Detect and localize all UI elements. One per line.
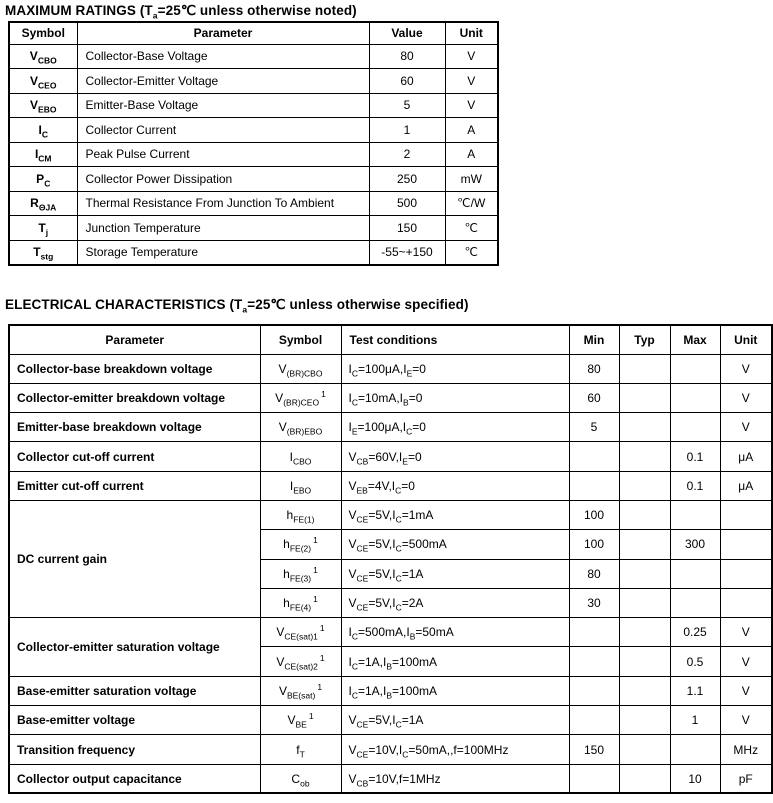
conditions-cell: $I_C=500mA,I_B=50mA$ (341, 618, 569, 647)
symbol-cell: $I_{EBO}$ (260, 471, 341, 500)
conditions-cell: $V_{CE}=5V,I_C=1A$ (341, 559, 569, 588)
unit-cell: V (720, 706, 772, 735)
symbol-cell: $V_{CBO}$ (9, 44, 77, 69)
max-ratings-table (8, 21, 499, 266)
table-row (9, 764, 772, 793)
value-cell: 2 (369, 142, 445, 167)
unit-cell: V (720, 618, 772, 647)
parameter-cell: Peak Pulse Current (77, 142, 369, 167)
symbol-cell: $T_j$ (9, 216, 77, 241)
parameter-cell: Thermal Resistance From Junction To Ambient (77, 191, 369, 216)
conditions-cell: $V_{EB}=4V,I_C=0$ (341, 471, 569, 500)
table-row (9, 706, 772, 735)
max-cell: 0.1 (670, 471, 720, 500)
symbol-cell: $V_{CEO}$ (9, 69, 77, 94)
parameter-cell: Emitter-base breakdown voltage (9, 413, 260, 442)
max-cell (670, 413, 720, 442)
table-row (9, 118, 498, 143)
unit-cell: ℃ (445, 240, 498, 265)
unit-cell (720, 588, 772, 617)
typ-cell (619, 735, 670, 764)
typ-cell (619, 354, 670, 383)
unit-cell: A (445, 142, 498, 167)
typ-cell (619, 559, 670, 588)
unit-cell: V (720, 676, 772, 705)
col-header-parameter: Parameter (77, 22, 369, 44)
parameter-cell: Base-emitter saturation voltage (9, 676, 260, 705)
typ-cell (619, 588, 670, 617)
min-cell: 100 (569, 500, 619, 529)
unit-cell: ℃/W (445, 191, 498, 216)
value-cell: 250 (369, 167, 445, 192)
typ-cell (619, 764, 670, 793)
col-header-unit: Unit (720, 325, 772, 354)
unit-cell: V (445, 44, 498, 69)
parameter-cell: Collector-Base Voltage (77, 44, 369, 69)
min-cell: 5 (569, 413, 619, 442)
symbol-cell: $f_T$ (260, 735, 341, 764)
table-row (9, 167, 498, 192)
symbol-cell: $V_{(BR)CBO}$ (260, 354, 341, 383)
table-row (9, 216, 498, 241)
table-row (9, 618, 772, 647)
symbol-cell: $V_{(BR)CEO}^1$ (260, 383, 341, 412)
conditions-cell: $I_C=1A,I_B=100mA$ (341, 647, 569, 676)
table-row (9, 69, 498, 94)
parameter-cell: Emitter-Base Voltage (77, 93, 369, 118)
conditions-cell: $V_{CE}=5V,I_C=2A$ (341, 588, 569, 617)
symbol-cell: $V_{BE}^1$ (260, 706, 341, 735)
min-cell (569, 764, 619, 793)
max-ratings-header-row (9, 22, 498, 44)
symbol-cell: $I_{CM}$ (9, 142, 77, 167)
parameter-cell: Collector cut-off current (9, 442, 260, 471)
table-row (9, 44, 498, 69)
symbol-cell: $R_{\Theta JA}$ (9, 191, 77, 216)
min-cell (569, 676, 619, 705)
symbol-cell: $I_C$ (9, 118, 77, 143)
conditions-cell: $I_E=100\mu A,I_C=0$ (341, 413, 569, 442)
unit-cell: A (445, 118, 498, 143)
parameter-cell: Collector Power Dissipation (77, 167, 369, 192)
typ-cell (619, 618, 670, 647)
value-cell: 500 (369, 191, 445, 216)
symbol-cell: $h_{FE(2)}^1$ (260, 530, 341, 559)
parameter-cell: Storage Temperature (77, 240, 369, 265)
max-cell (670, 354, 720, 383)
parameter-cell: Transition frequency (9, 735, 260, 764)
max-ratings-title: MAXIMUM RATINGS ($T_a=25℃$ unless otherwise noted) (5, 3, 357, 21)
electrical-title: ELECTRICAL CHARACTERISTICS ($T_a=25℃$ unless otherwise specified) (5, 297, 469, 315)
symbol-cell: $V_{BE(sat)}^1$ (260, 676, 341, 705)
conditions-cell: $I_C=100\mu A,I_E=0$ (341, 354, 569, 383)
electrical-table (8, 324, 773, 794)
col-header-symbol: Symbol (260, 325, 341, 354)
min-cell: 80 (569, 354, 619, 383)
unit-cell (720, 500, 772, 529)
col-header-max: Max (670, 325, 720, 354)
max-cell: 300 (670, 530, 720, 559)
typ-cell (619, 706, 670, 735)
min-cell: 100 (569, 530, 619, 559)
max-ratings-body (9, 44, 498, 265)
conditions-cell: $V_{CB}=10V,f=1MHz$ (341, 764, 569, 793)
symbol-cell: $h_{FE(3)}^1$ (260, 559, 341, 588)
value-cell: 80 (369, 44, 445, 69)
min-cell: 150 (569, 735, 619, 764)
unit-cell: μA (720, 442, 772, 471)
symbol-cell: $V_{(BR)EBO}$ (260, 413, 341, 442)
max-cell: 0.1 (670, 442, 720, 471)
max-cell (670, 500, 720, 529)
max-cell: 1 (670, 706, 720, 735)
conditions-cell: $V_{CE}=5V,I_C=1A$ (341, 706, 569, 735)
max-cell: 0.5 (670, 647, 720, 676)
table-row (9, 191, 498, 216)
unit-cell (720, 530, 772, 559)
typ-cell (619, 413, 670, 442)
unit-cell: μA (720, 471, 772, 500)
table-row (9, 413, 772, 442)
col-header-parameter: Parameter (9, 325, 260, 354)
min-cell (569, 471, 619, 500)
unit-cell: V (720, 354, 772, 383)
conditions-cell: $V_{CE}=5V,I_C=500mA$ (341, 530, 569, 559)
parameter-cell: Collector-base breakdown voltage (9, 354, 260, 383)
symbol-cell: $h_{FE(1)}$ (260, 500, 341, 529)
typ-cell (619, 442, 670, 471)
conditions-cell: $V_{CB}=60V,I_E=0$ (341, 442, 569, 471)
col-header-test-conditions: Test conditions (341, 325, 569, 354)
parameter-cell: Collector Current (77, 118, 369, 143)
electrical-body (9, 354, 772, 793)
unit-cell: V (445, 69, 498, 94)
parameter-cell: Emitter cut-off current (9, 471, 260, 500)
value-cell: 5 (369, 93, 445, 118)
col-header-symbol: Symbol (9, 22, 77, 44)
symbol-cell: $C_{ob}$ (260, 764, 341, 793)
parameter-cell: DC current gain (9, 500, 260, 617)
table-row (9, 500, 772, 529)
typ-cell (619, 500, 670, 529)
parameter-cell: Collector-emitter saturation voltage (9, 618, 260, 677)
table-row (9, 442, 772, 471)
conditions-cell: $I_C=10mA,I_B=0$ (341, 383, 569, 412)
table-row (9, 471, 772, 500)
electrical-header-row (9, 325, 772, 354)
min-cell (569, 706, 619, 735)
typ-cell (619, 471, 670, 500)
table-row (9, 383, 772, 412)
unit-cell: V (720, 647, 772, 676)
unit-cell: V (720, 383, 772, 412)
symbol-cell: $V_{EBO}$ (9, 93, 77, 118)
unit-cell: V (720, 413, 772, 442)
max-cell (670, 588, 720, 617)
conditions-cell: $V_{CE}=10V,I_C=50mA,,f=100MHz$ (341, 735, 569, 764)
typ-cell (619, 647, 670, 676)
value-cell: 1 (369, 118, 445, 143)
unit-cell: MHz (720, 735, 772, 764)
value-cell: 60 (369, 69, 445, 94)
table-row (9, 240, 498, 265)
typ-cell (619, 383, 670, 412)
col-header-min: Min (569, 325, 619, 354)
min-cell (569, 618, 619, 647)
max-cell: 0.25 (670, 618, 720, 647)
parameter-cell: Junction Temperature (77, 216, 369, 241)
max-cell (670, 383, 720, 412)
parameter-cell: Collector output capacitance (9, 764, 260, 793)
max-cell: 1.1 (670, 676, 720, 705)
conditions-cell: $V_{CE}=5V,I_C=1mA$ (341, 500, 569, 529)
table-row (9, 676, 772, 705)
symbol-cell: $h_{FE(4)}^1$ (260, 588, 341, 617)
max-cell (670, 559, 720, 588)
conditions-cell: $I_C=1A,I_B=100mA$ (341, 676, 569, 705)
parameter-cell: Base-emitter voltage (9, 706, 260, 735)
min-cell (569, 647, 619, 676)
unit-cell: V (445, 93, 498, 118)
unit-cell: pF (720, 764, 772, 793)
value-cell: -55~+150 (369, 240, 445, 265)
max-cell (670, 735, 720, 764)
min-cell (569, 442, 619, 471)
col-header-value: Value (369, 22, 445, 44)
table-row (9, 354, 772, 383)
parameter-cell: Collector-emitter breakdown voltage (9, 383, 260, 412)
unit-cell (720, 559, 772, 588)
min-cell: 60 (569, 383, 619, 412)
table-row (9, 142, 498, 167)
min-cell: 30 (569, 588, 619, 617)
col-header-typ: Typ (619, 325, 670, 354)
unit-cell: ℃ (445, 216, 498, 241)
unit-cell: mW (445, 167, 498, 192)
symbol-cell: $V_{CE(sat)1}^1$ (260, 618, 341, 647)
parameter-cell: Collector-Emitter Voltage (77, 69, 369, 94)
min-cell: 80 (569, 559, 619, 588)
value-cell: 150 (369, 216, 445, 241)
symbol-cell: $V_{CE(sat)2}^1$ (260, 647, 341, 676)
max-cell: 10 (670, 764, 720, 793)
typ-cell (619, 530, 670, 559)
table-row (9, 735, 772, 764)
table-row (9, 93, 498, 118)
symbol-cell: $P_C$ (9, 167, 77, 192)
symbol-cell: $T_{stg}$ (9, 240, 77, 265)
symbol-cell: $I_{CBO}$ (260, 442, 341, 471)
typ-cell (619, 676, 670, 705)
col-header-unit: Unit (445, 22, 498, 44)
